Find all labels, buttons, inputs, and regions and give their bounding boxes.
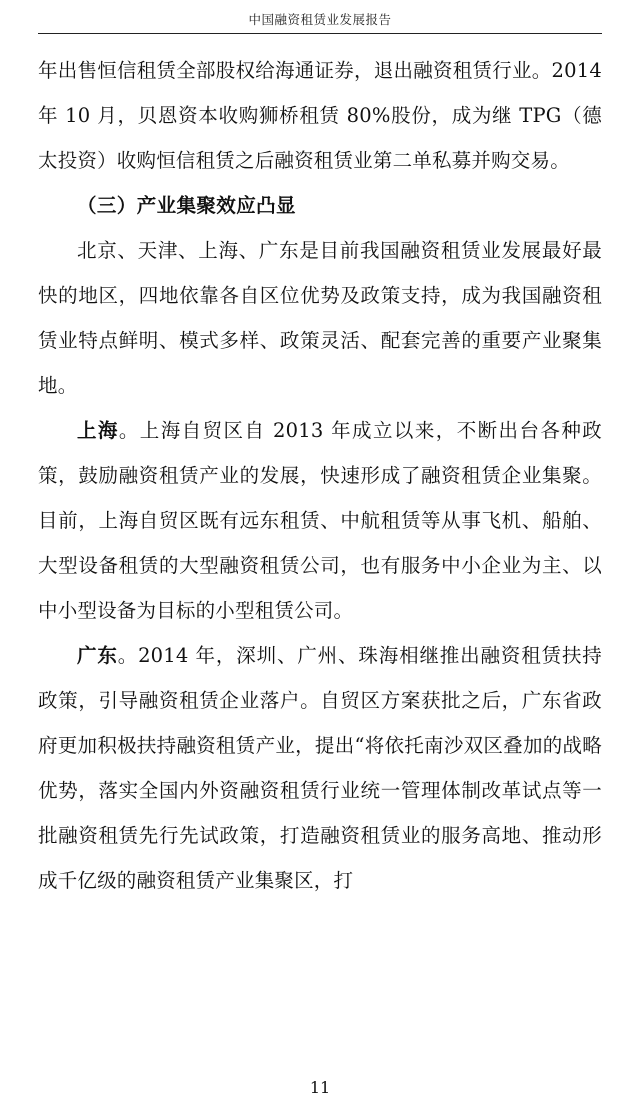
paragraph-shanghai <box>38 408 602 633</box>
paragraph-guangdong-body: 。2014 年，深圳、广州、珠海相继推出融资租赁扶持政策，引导融资租赁企业落户。自贸区方案获批之后，广东省政府更加积极扶持融资租赁产业，提出“将依托南沙双区叠加的战略优势，落实全国内外资融资租赁行业统一管理体制改革试点等一批融资租赁先行先试政策，打造融资租赁业的服务高地、推动形成千亿级的融资租赁产业集聚区，打 <box>38 644 602 892</box>
page-number: 11 <box>309 1078 331 1097</box>
running-head: 中国融资租赁业发展报告 <box>248 12 392 27</box>
page-body <box>38 48 602 903</box>
paragraph-guangdong-lead: 广东 <box>77 644 118 667</box>
section-heading: （三）产业集聚效应凸显 <box>77 194 296 217</box>
paragraph-shanghai-lead: 上海 <box>77 419 119 442</box>
header-divider <box>38 33 602 34</box>
paragraph-shanghai-body: 。上海自贸区自 2013 年成立以来，不断出台各种政策，鼓励融资租赁产业的发展，快速形成了融资租赁企业集聚。目前，上海自贸区既有远东租赁、中航租赁等从事飞机、船舶、大型设备租赁的大型融资租赁公司，也有服务中小企业为主、以中小型设备为目标的小型租赁公司。 <box>38 419 602 622</box>
paragraph-guangdong <box>38 633 602 903</box>
paragraph-regional-overview: 北京、天津、上海、广东是目前我国融资租赁业发展最好最快的地区，四地依靠各自区位优势及政策支持，成为我国融资租赁业特点鲜明、模式多样、政策灵活、配套完善的重要产业聚集地。 <box>38 239 602 397</box>
paragraph-continuation: 年出售恒信租赁全部股权给海通证券，退出融资租赁行业。2014 年 10 月，贝恩资本收购狮桥租赁 80%股份，成为继 TPG（德太投资）收购恒信租赁之后融资租赁业第二单私募并购交易。 <box>38 59 602 172</box>
